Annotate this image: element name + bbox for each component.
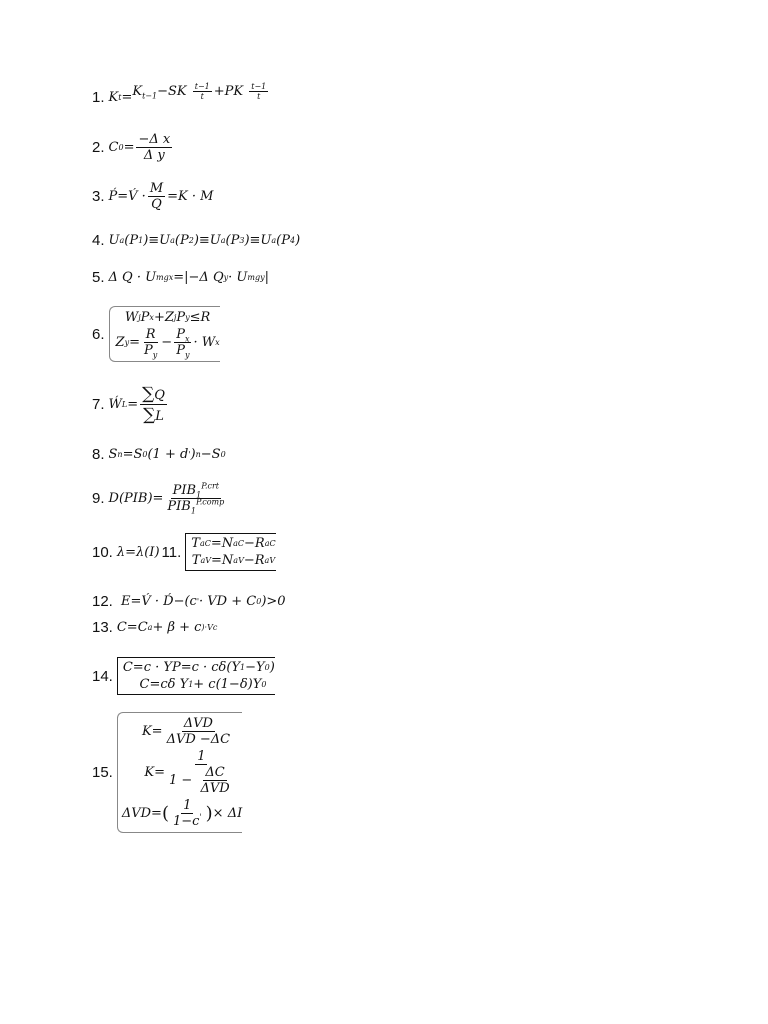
formula: U a (P 1 )≡U a (P 2 )≡U a (P 3 )≡U a (P 4 ) [108, 233, 301, 248]
formula: K t = $K_{t-1}-SK$ $\frac{t-1}{t}$ +PK $\frac{t-1}{t}$ [108, 82, 267, 105]
equation-number: 9. [92, 490, 105, 507]
equation-number: 2. [92, 139, 105, 156]
equation-number: 7. [92, 396, 105, 413]
formula: K= $\frac{\text{ΔVD}}{\text{ΔVD −ΔC}}$ K= 1 1 − $\frac{\Delta C}{\text{ΔVD}}$ ΔVD= ( $\frac{1}{1-c'}$ ) × ΔI [117, 712, 242, 833]
equation-number: 14. [92, 667, 113, 685]
formula: Ẃ L = $\frac{\sum Q}{\sum L}$ [108, 384, 165, 425]
equation-6 [92, 306, 220, 362]
equation-number: 13. [92, 619, 113, 636]
formula: E=V́ · D́−(c ' · VD + C 0 )>0 [116, 594, 286, 609]
equation-12 [92, 593, 286, 610]
equation-number: 5. [92, 269, 105, 286]
equation-number: 3. [92, 188, 105, 205]
formula: λ=λ(I) [116, 544, 160, 560]
equation-8 [92, 446, 226, 463]
equation-15 [92, 712, 242, 833]
equation-number: 1. [92, 89, 105, 106]
formula: D(PIB)= $\frac{PIB_1^{P.crt}}{PIB_1^{P.comp}}$ [108, 481, 225, 516]
formula: C=C a + β + c )·Vc [116, 620, 218, 635]
formula: Ṕ=V́ · $\frac{M}{Q}$ =K · M [108, 181, 214, 212]
equation-number: 4. [92, 232, 105, 249]
equation-3 [92, 181, 213, 212]
equation-number: 6. [92, 325, 105, 343]
equation-number: 8. [92, 446, 105, 463]
equation-4 [92, 232, 300, 249]
equation-number: 10. [92, 543, 113, 561]
equation-13 [92, 619, 217, 636]
equation-10-11 [92, 533, 276, 571]
equation-number: 12. [92, 593, 113, 610]
formula: C 0 = $\frac{\text{−Δ x}}{\text{Δ y}}$ [108, 132, 171, 163]
equation-2 [92, 132, 174, 163]
formula: W j P x +Z j P y ≤R Z y = $\frac{R}{P_y}$ − $\frac{P_x}{P_y}$ · W x [109, 306, 220, 362]
equation-5 [92, 269, 269, 286]
formula: T a C =N a C −R a C T a V =N a V −R a V [185, 533, 275, 571]
equation-1 [92, 82, 270, 107]
equation-9 [92, 483, 228, 514]
equation-7 [92, 384, 169, 425]
equation-14 [92, 657, 275, 695]
formula: S n =S 0 (1 + d ' ) n −S 0 [108, 447, 226, 462]
equation-number: 11. [161, 543, 182, 561]
formula: C=c · YP=c · cδ(Y 1 −Y 0 ) C=cδ Y 1 + c(1−δ)Y 0 [117, 657, 275, 695]
equation-number: 15. [92, 764, 113, 781]
formula: Δ Q · U mgx =|−Δ Q y · U mgy | [108, 270, 269, 285]
